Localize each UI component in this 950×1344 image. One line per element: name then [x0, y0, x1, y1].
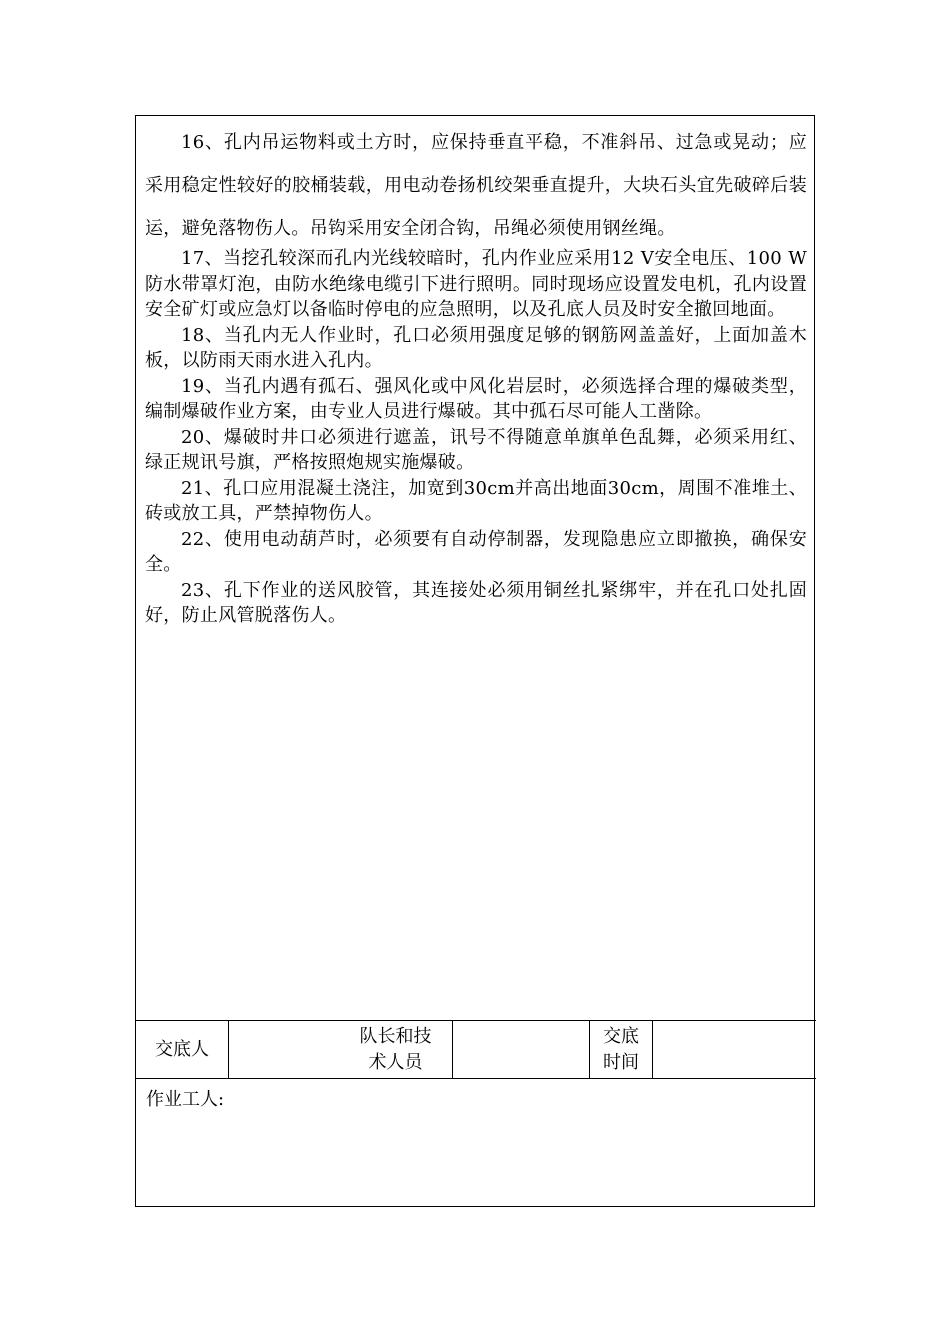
workers-label: 作业工人:: [146, 1089, 225, 1110]
time-field[interactable]: [653, 1021, 815, 1078]
rule-18: 18、当孔内无人作业时，孔口必须用强度足够的钢筋网盖盖好，上面加盖木板，以防雨天雨水进入孔内。: [145, 324, 807, 371]
time-label-line2: 时间: [603, 1051, 639, 1073]
leader-label: [339, 1021, 453, 1078]
rule-17: 17、当挖孔较深而孔内光线较暗时，孔内作业应采用12 V安全电压、100 W防水带罩灯泡，由防水绝缘电缆引下进行照明。同时现场应设置发电机，孔内设置安全矿灯或应急灯以备临时停电的应急照明，以及孔底人员及时安全撤回地面。: [145, 248, 807, 320]
rule-21: 21、孔口应用混凝土浇注，加宽到30cm并高出地面30cm，周围不准堆土、砖或放工具，严禁掉物伤人。: [145, 477, 807, 524]
leader-field[interactable]: [453, 1021, 590, 1078]
rule-23: 23、孔下作业的送风胶管，其连接处必须用铜丝扎紧绑牢，并在孔口处扎固好，防止风管脱落伤人。: [145, 579, 807, 626]
safety-rules-content: [136, 116, 816, 1021]
handover-person-label-text: 交底人: [155, 1038, 209, 1060]
handover-person-label: [136, 1021, 229, 1078]
leader-label-line1: 队长和技: [359, 1025, 432, 1047]
workers-section[interactable]: [136, 1079, 816, 1169]
handover-form: [135, 115, 815, 1207]
rule-20: 20、爆破时井口必须进行遮盖，讯号不得随意单旗单色乱舞，必须采用红、绿正规讯号旗，严格按照炮规实施爆破。: [145, 426, 807, 473]
rule-19: 19、当孔内遇有孤石、强风化或中风化岩层时，必须选择合理的爆破类型，编制爆破作业方案，由专业人员进行爆破。其中孤石尽可能人工凿除。: [145, 375, 807, 422]
leader-label-line2: 术人员: [368, 1051, 423, 1073]
rule-22: 22、使用电动葫芦时，必须要有自动停制器，发现隐患应立即撤换，确保安全。: [145, 528, 807, 575]
signature-row: [136, 1021, 816, 1079]
time-label: [590, 1021, 653, 1078]
time-label-line1: 交底: [603, 1025, 639, 1047]
rule-16: 16、孔内吊运物料或土方时，应保持垂直平稳，不准斜吊、过急或晃动；应采用稳定性较好的胶桶装载，用电动卷扬机绞架垂直提升，大块石头宜先破碎后装运，避免落物伤人。吊钩采用安全闭合钩，吊绳必须使用钢丝绳。: [145, 132, 807, 239]
